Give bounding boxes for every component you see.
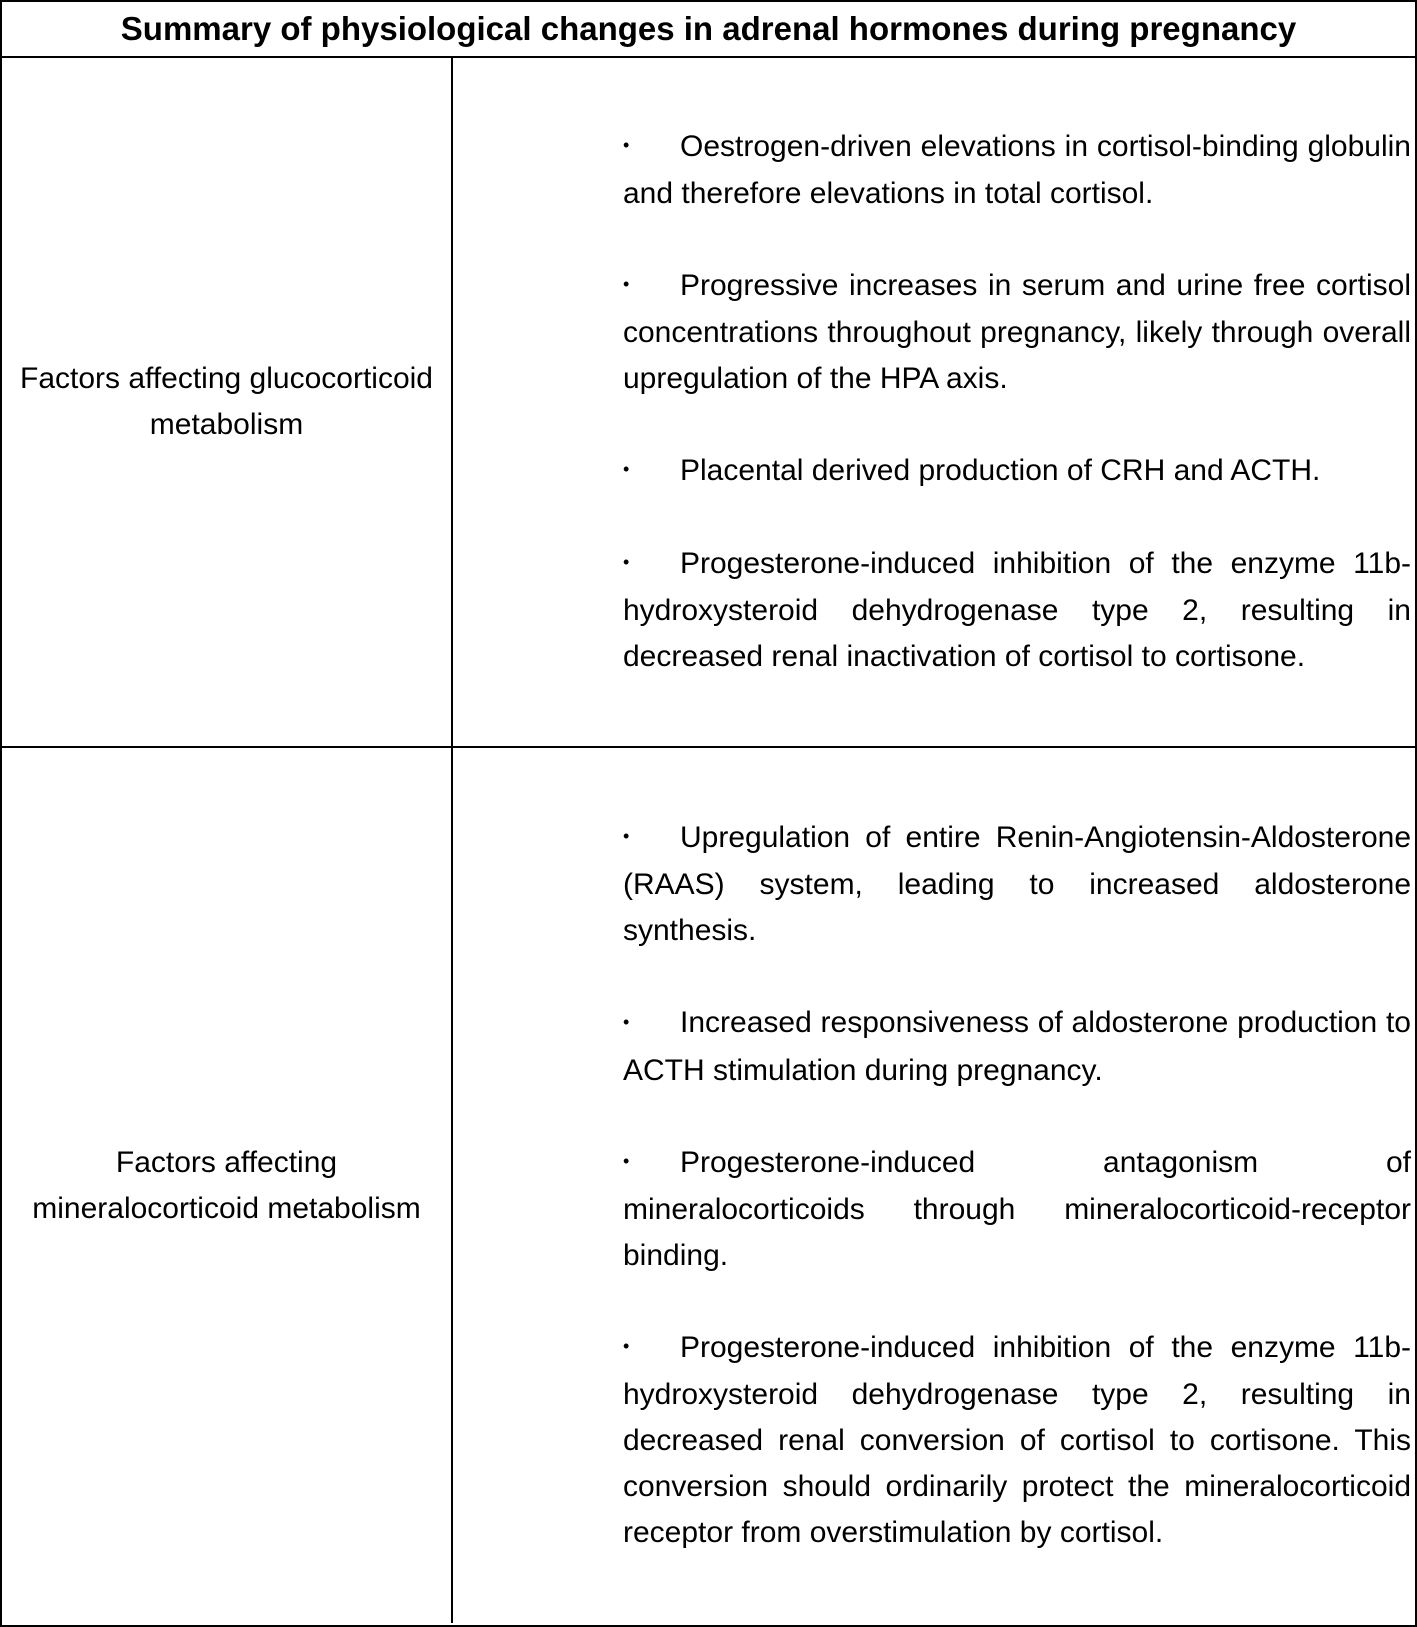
- bullet-icon: •: [623, 1011, 630, 1032]
- row-label-cell: [2, 58, 453, 746]
- table-row-mineralocorticoid: [2, 748, 1415, 1623]
- bullet-icon: •: [623, 552, 630, 573]
- row-label: Factors affecting mineralocorticoid metabolism: [32, 1145, 421, 1225]
- bullet-text: Progesterone-induced inhibition of the enzyme 11b-hydroxysteroid dehydrogenase type 2, resulting in decreased renal inactivation of cortisol to cortisone.: [623, 547, 1411, 674]
- bullet-text: Progesterone-induced inhibition of the enzyme 11b-hydroxysteroid dehydrogenase type 2, resulting in decreased renal conversion of cortisol to cortisone. This conversion should ordinarily protect the mineralocorticoid receptor from overstimulation by cortisol.: [623, 1330, 1411, 1549]
- row-label-cell: [2, 748, 453, 1623]
- list-item: [623, 541, 1415, 680]
- bullet-icon: •: [623, 274, 630, 294]
- bullet-text: Increased responsiveness of aldosterone production to ACTH stimulation during pregnancy.: [623, 1006, 1411, 1087]
- list-item: [623, 1000, 1415, 1093]
- list-item: [623, 448, 1415, 495]
- list-item: [623, 1325, 1415, 1556]
- bullet-text: Upregulation of entire Renin-Angiotensin-Aldosterone (RAAS) system, leading to increased aldosterone synthesis.: [623, 821, 1411, 948]
- bullet-icon: •: [623, 1335, 630, 1356]
- table-row-glucocorticoid: [2, 58, 1415, 748]
- bullet-list: [623, 815, 1415, 1555]
- bullet-text: Placental derived production of CRH and ACTH.: [680, 454, 1321, 487]
- row-label: Factors affecting glucocorticoid metabolism: [20, 362, 433, 441]
- row-content-cell: [453, 748, 1415, 1623]
- bullet-list: [623, 124, 1415, 680]
- bullet-text: Progressive increases in serum and urine free cortisol concentrations throughout pregnancy, likely through overall upregulation of the HPA axis.: [623, 268, 1411, 395]
- list-item: [623, 263, 1415, 402]
- bullet-icon: •: [623, 459, 630, 480]
- bullet-icon: •: [623, 134, 630, 155]
- bullet-icon: •: [623, 1150, 630, 1171]
- list-item: [623, 124, 1415, 217]
- bullet-icon: •: [623, 826, 630, 847]
- row-content-cell: [453, 58, 1415, 746]
- table-title: Summary of physiological changes in adrenal hormones during pregnancy: [120, 10, 1297, 47]
- list-item: [623, 815, 1415, 954]
- bullet-text: Oestrogen-driven elevations in cortisol-binding globulin and therefore elevations in total cortisol.: [623, 129, 1411, 210]
- table-title-row: [2, 2, 1415, 58]
- bullet-text: Progesterone-induced antagonism of mineralocorticoids through mineralocorticoid-receptor binding.: [623, 1145, 1411, 1272]
- list-item: [623, 1140, 1415, 1279]
